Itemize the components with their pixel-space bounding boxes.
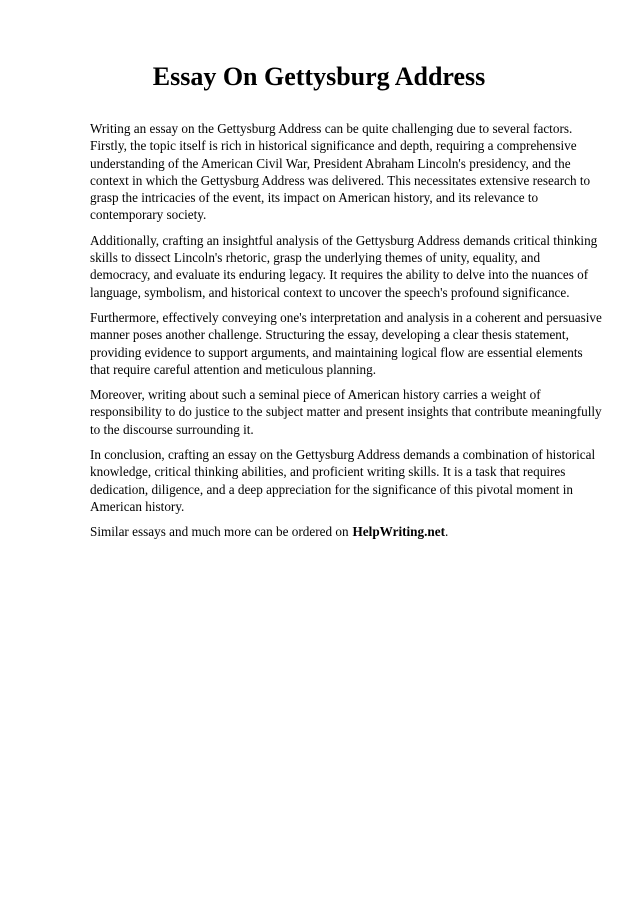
paragraph-line: language, symbolism, and historical context to uncover the speech's profound significance.: [90, 284, 570, 300]
paragraph-line: providing evidence to support arguments, and maintaining logical flow are essential elements: [90, 344, 583, 360]
paragraph-line: In conclusion, crafting an essay on the Gettysburg Address demands a combination of historical: [90, 447, 596, 463]
paragraph-line: that require careful attention and meticulous planning.: [90, 361, 376, 377]
helpwriting-link[interactable]: HelpWriting.net: [352, 524, 445, 540]
paragraph-line: contemporary society.: [90, 207, 207, 223]
paragraph-5: [90, 446, 595, 515]
paragraph-line: manner poses another challenge. Structuring the essay, developing a clear thesis statement,: [90, 327, 569, 343]
paragraph-line: skills to dissect Lincoln's rhetoric, grasp the underlying themes of unity, equality, and: [90, 250, 541, 266]
paragraph-line: responsibility to do justice to the subject matter and present insights that contribute meaningfully: [90, 404, 602, 420]
paragraph-line: understanding of the American Civil War, President Abraham Lincoln's presidency, and the: [90, 155, 571, 171]
paragraph-line: Moreover, writing about such a seminal piece of American history carries a weight of: [90, 387, 541, 403]
paragraph-line: dedication, diligence, and a deep appreciation for the significance of this pivotal moment in: [90, 481, 574, 497]
paragraph-line: Furthermore, effectively conveying one's interpretation and analysis in a coherent and persuasive: [90, 309, 602, 325]
paragraph-line: Additionally, crafting an insightful analysis of the Gettysburg Address demands critical thinking: [90, 232, 598, 248]
order-note-text: Similar essays and much more can be ordered on: [90, 524, 349, 540]
paragraph-1: [90, 120, 595, 224]
paragraph-line: American history.: [90, 498, 185, 514]
paragraph-line: to the discourse surrounding it.: [90, 421, 254, 437]
paragraph-line: Writing an essay on the Gettysburg Address can be quite challenging due to several factors.: [90, 121, 573, 136]
paragraph-4: [90, 386, 602, 438]
paragraph-line: context in which the Gettysburg Address was delivered. This necessitates extensive research to: [90, 172, 591, 188]
paragraph-line: grasp the intricacies of the event, its impact on American history, and its relevance to: [90, 190, 539, 206]
page-title: Essay On Gettysburg Address: [152, 62, 486, 91]
order-note: [90, 523, 595, 540]
order-note-period: .: [444, 524, 449, 540]
paragraph-2: [90, 232, 598, 301]
essay-body: [90, 120, 602, 549]
paragraph-3: [90, 309, 602, 378]
paragraph-line: Firstly, the topic itself is rich in historical significance and depth, requiring a comprehensive: [90, 138, 577, 154]
paragraph-line: democracy, and evaluate its enduring legacy. It requires the ability to delve into the nuances of: [90, 267, 589, 283]
paragraph-line: knowledge, critical thinking abilities, and proficient writing skills. It is a task that requires: [90, 464, 566, 480]
